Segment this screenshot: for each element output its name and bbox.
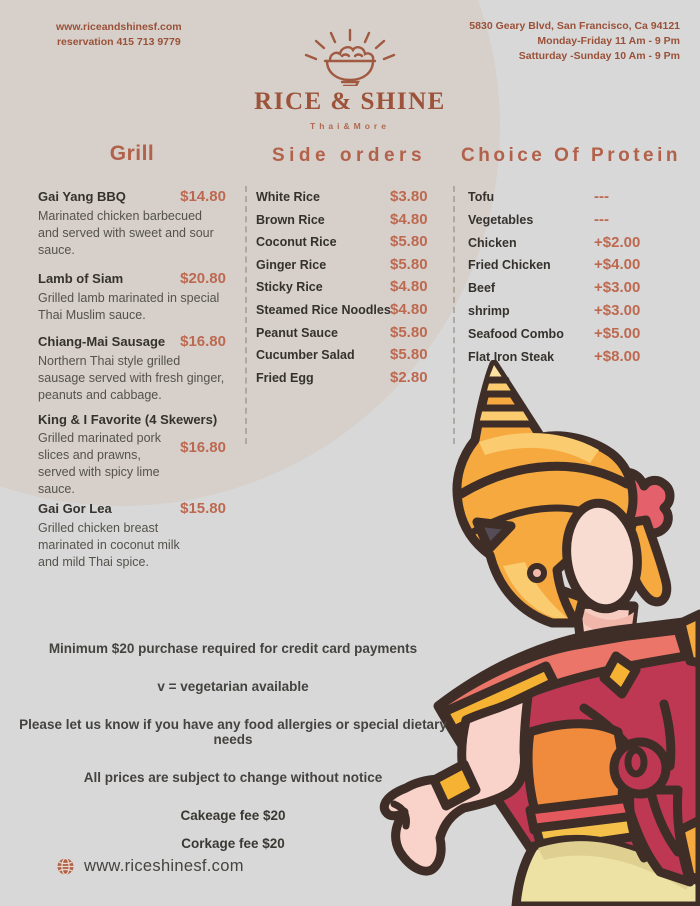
address: 5830 Geary Blvd, San Francisco, Ca 94121: [469, 20, 680, 32]
item-price: $15.80: [180, 500, 226, 517]
menu-item: [452, 302, 690, 319]
menu-item: [256, 256, 442, 273]
section-grill: [38, 142, 226, 582]
menu-item: [256, 211, 442, 228]
item-description: Grilled chicken breast marinated in coconut milk and mild Thai spice.: [38, 521, 180, 569]
menu-item: [38, 333, 226, 404]
restaurant-name: RICE & SHINE: [254, 88, 446, 115]
footer-website: [56, 857, 244, 876]
note-credit-card: Minimum $20 purchase required for credit card payments: [48, 641, 418, 656]
note-prices: All prices are subject to change without notice: [83, 770, 383, 785]
item-price: +$5.00: [594, 324, 641, 342]
globe-icon: [56, 857, 75, 876]
item-name: Coconut Rice: [256, 235, 337, 250]
menu-item: [256, 233, 442, 250]
item-price: $14.80: [180, 188, 226, 205]
note-allergies: Please let us know if you have any food allergies or special dietary needs: [19, 717, 447, 747]
item-name: Tofu: [468, 190, 495, 204]
menu-item: [38, 270, 226, 324]
item-price: $16.80: [180, 439, 226, 456]
contact-website: www.riceandshinesf.com: [56, 21, 182, 33]
restaurant-tagline: Thai&More: [310, 121, 390, 131]
item-price: $2.80: [390, 368, 428, 386]
item-name: Fried Chicken: [468, 258, 551, 273]
hours-weekday: Monday-Friday 11 Am - 9 Pm: [537, 35, 680, 48]
item-price: ---: [594, 188, 609, 205]
menu-item: [452, 234, 690, 251]
item-name: Gai Gor Lea: [38, 501, 112, 516]
item-price: $3.80: [390, 188, 428, 205]
note-vegetarian: v = vegetarian available: [157, 679, 309, 694]
menu-item: [38, 188, 226, 259]
item-name: Lamb of Siam: [38, 271, 124, 286]
section-title-protein: Choice Of Protein: [461, 145, 681, 166]
item-name: Ginger Rice: [256, 257, 327, 272]
menu-item: [256, 278, 442, 295]
menu-item: [452, 188, 690, 205]
section-protein: [452, 145, 690, 370]
footer-website-text: www.riceshinesf.com: [84, 857, 244, 875]
menu-item: [452, 256, 690, 273]
item-price: $4.80: [390, 210, 428, 228]
location-info: [469, 19, 680, 65]
item-name: shrimp: [468, 303, 510, 318]
item-price: $20.80: [180, 270, 226, 287]
item-price: ---: [594, 210, 609, 228]
section-title-side-orders: Side orders: [271, 145, 427, 166]
menu-item: [452, 211, 690, 228]
item-price: +$3.00: [594, 301, 641, 319]
item-name: Chicken: [468, 235, 517, 250]
item-description: Grilled marinated pork slices and prawns, served with spicy lime sauce.: [38, 431, 161, 496]
item-name: Flat Iron Steak: [468, 349, 555, 364]
fee-cakeage: Cakeage fee $20: [180, 808, 286, 823]
hours-weekend: Satturday -Sunday 10 Am - 9 Pm: [518, 50, 680, 63]
item-description: Grilled lamb marinated in special Thai Muslim sauce.: [38, 291, 220, 322]
item-name: Steamed Rice Noodles: [256, 302, 391, 317]
contact-info: [56, 20, 182, 50]
logo: [250, 28, 450, 131]
menu-item: [38, 500, 226, 571]
item-name: Chiang-Mai Sausage: [38, 334, 166, 349]
menu-notes: [0, 641, 466, 864]
contact-phone: reservation 415 713 9779: [56, 36, 181, 49]
item-price: $16.80: [180, 333, 226, 350]
item-price: +$2.00: [594, 233, 641, 251]
menu-item: [452, 325, 690, 342]
menu-item: [452, 279, 690, 296]
item-name: Seafood Combo: [468, 326, 564, 341]
item-price: $4.80: [390, 300, 428, 318]
menu-item: [256, 324, 442, 341]
item-name: Vegetables: [468, 212, 534, 227]
fee-corkage: Corkage fee $20: [181, 836, 285, 851]
item-price: $5.80: [390, 346, 428, 364]
menu-item: [256, 301, 442, 318]
item-name: Cucumber Salad: [256, 348, 355, 363]
item-price: $4.80: [390, 278, 428, 296]
item-price: +$3.00: [594, 279, 641, 297]
menu-item: [256, 188, 442, 205]
item-name: Gai Yang BBQ: [38, 189, 126, 204]
item-name: Beef: [468, 281, 496, 296]
item-price: $5.80: [390, 255, 428, 273]
item-price: +$8.00: [594, 347, 641, 365]
item-name: White Rice: [256, 190, 320, 204]
item-price: $5.80: [390, 323, 428, 341]
column-divider: [245, 186, 247, 444]
item-name: Fried Egg: [256, 370, 314, 385]
menu-item: [38, 412, 226, 498]
item-name: King & I Favorite (4 Skewers): [38, 412, 218, 427]
section-side-orders: [256, 145, 442, 391]
rice-bowl-sunrise-icon: [298, 28, 402, 86]
item-name: Sticky Rice: [256, 280, 323, 295]
item-description: Northern Thai style grilled sausage served with fresh ginger, peanuts and cabbage.: [38, 354, 225, 402]
item-description: Marinated chicken barbecued and served with sweet and sour sauce.: [38, 209, 214, 257]
item-name: Peanut Sauce: [256, 325, 338, 340]
section-title-grill: Grill: [109, 142, 155, 165]
item-price: $5.80: [390, 233, 428, 251]
item-name: Brown Rice: [256, 212, 325, 227]
item-price: +$4.00: [594, 256, 641, 274]
